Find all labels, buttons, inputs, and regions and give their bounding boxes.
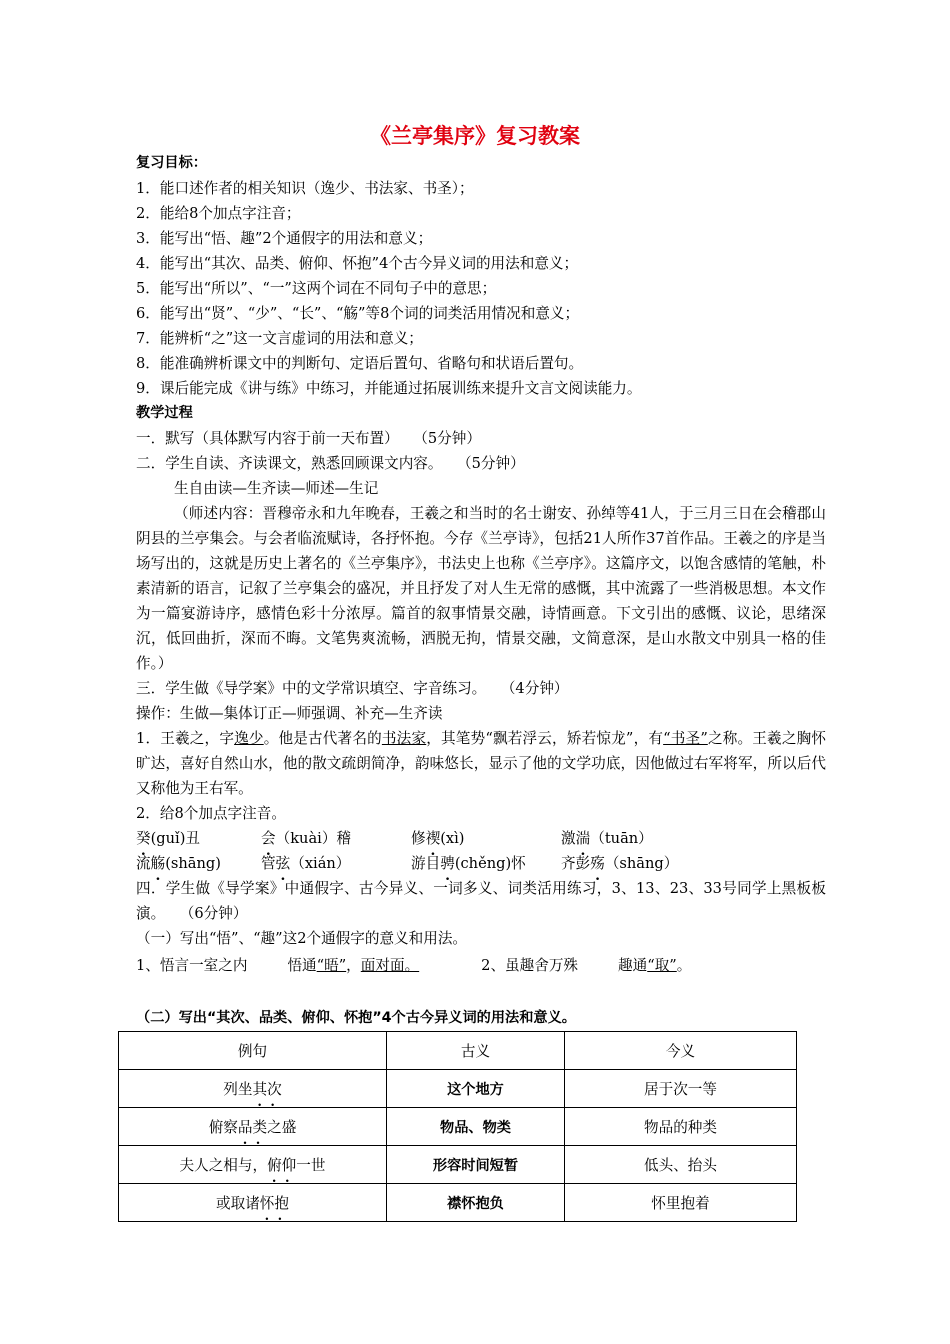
step-2-flow: 生自由读—生齐读—师述—生记 xyxy=(174,480,379,497)
table-row xyxy=(119,1108,797,1146)
pinyin-item xyxy=(136,851,261,876)
goal-item: 2．能给8个加点字注音； xyxy=(136,205,301,222)
pinyin-item xyxy=(411,826,561,851)
goal-item: 8．能准确辨析课文中的判断句、定语后置句、省略句和状语后置句。 xyxy=(136,355,584,372)
table-header-row xyxy=(119,1032,797,1070)
answer-courtesy-name: 逸少 xyxy=(234,730,264,747)
pinyin-pre: 齐彭 xyxy=(561,855,591,872)
example-sentence: 1、悟言一室之内 xyxy=(136,957,248,974)
pinyin-pre: 激 xyxy=(561,830,576,847)
example-sentence: 2、虽趣舍万殊 xyxy=(481,957,579,974)
pinyin-row-1 xyxy=(136,826,826,851)
dotted-char: 会 xyxy=(261,830,276,847)
document-body xyxy=(136,151,826,978)
pinyin-pre: 管 xyxy=(261,855,276,872)
dotted-char: 湍 xyxy=(575,830,591,847)
goal-item: 7．能辨析“之”这一文言虚词的用法和意义； xyxy=(136,330,423,347)
goal-item: 9．课后能完成《讲与练》中练习，并能通过拓展训练来提升文言文阅读能力。 xyxy=(136,380,642,397)
pinyin-post: （kuài）稽 xyxy=(275,830,352,847)
modern-meaning: 居于次一等 xyxy=(565,1070,797,1108)
example-cell xyxy=(119,1070,387,1108)
punctuation: ， xyxy=(346,957,361,974)
dotted-char: 癸 xyxy=(136,830,151,847)
q1-text: 之称。王羲之胸怀旷达，喜好自然山水，他的散文疏朗简净，韵味悠长，显示了他的文学功底，因他做过右军将军，所以后代又称他为王右军。 xyxy=(136,730,826,797)
example-post: 之盛 xyxy=(267,1119,297,1136)
tongjia-label: 趣通 xyxy=(618,957,648,974)
pinyin-post: （shāng） xyxy=(604,855,679,872)
pinyin-post: (guǐ)丑 xyxy=(150,830,200,847)
example-cell xyxy=(119,1108,387,1146)
example-pre: 夫人之相与， xyxy=(179,1157,268,1174)
answer-calligrapher: 书法家 xyxy=(381,730,427,747)
pinyin-post: （tuān） xyxy=(590,830,653,847)
ancient-meaning: 物品、物类 xyxy=(387,1108,565,1146)
sub-question-1: （一）写出“悟”、“趣”这2个通假字的意义和用法。 xyxy=(136,930,468,947)
sub-question-2: （二）写出“其次、品类、俯仰、怀抱”4个古今异义词的用法和意义。 xyxy=(136,1010,576,1026)
goals-heading: 复习目标： xyxy=(136,155,207,171)
tongjia-answer: “取” xyxy=(647,957,677,974)
dotted-word: 其次 . . xyxy=(253,1078,282,1099)
page-title: 《兰亭集序》复习教案 xyxy=(370,124,580,148)
punctuation: 。 xyxy=(676,957,692,974)
ancient-meaning: 这个地方 xyxy=(387,1070,565,1108)
column-header: 古义 xyxy=(387,1032,565,1070)
pinyin-post: （xián） xyxy=(290,855,351,872)
goal-item: 6．能写出“贤”、“少”、“长”、“觞”等8个词的词类活用情况和意义； xyxy=(136,305,580,322)
pinyin-pre: 修 xyxy=(411,830,426,847)
pinyin-item xyxy=(261,826,411,851)
pinyin-row-2 xyxy=(136,851,826,876)
pinyin-item xyxy=(561,826,701,851)
ancient-modern-table xyxy=(118,1031,796,1222)
step-4: 四．学生做《导学案》中通假字、古今异义、一词多义、词类活用练习，3、13、23、33号同学上黑板板演。 （6分钟） xyxy=(136,880,826,922)
example-pre: 列坐 xyxy=(223,1081,253,1098)
tongjia-line xyxy=(136,953,826,978)
goal-item: 1．能口述作者的相关知识（逸少、书法家、书圣）； xyxy=(136,180,474,197)
table-row xyxy=(119,1184,797,1222)
goal-item: 5．能写出“所以”、“一”这两个词在不同句子中的意思； xyxy=(136,280,497,297)
process-heading: 教学过程 xyxy=(136,405,193,421)
step-2: 二．学生自读、齐读课文，熟悉回顾课文内容。 （5分钟） xyxy=(136,455,525,472)
example-cell xyxy=(119,1184,387,1222)
pinyin-pre: 流 xyxy=(136,855,151,872)
pinyin-post: (chěng)怀 xyxy=(454,855,526,872)
pinyin-pre: 游目 xyxy=(411,855,441,872)
dotted-char: 骋 xyxy=(440,855,455,872)
goal-item: 3．能写出“悟、趣”2个通假字的用法和意义； xyxy=(136,230,433,247)
modern-meaning: 低头、抬头 xyxy=(565,1146,797,1184)
step-3-operation: 操作：生做—集体订正—师强调、补充—生齐读 xyxy=(136,705,443,722)
q1-text: 。他是古代著名的 xyxy=(263,730,382,747)
teacher-narration: （师述内容：晋穆帝永和九年晚春，王羲之和当时的名士谢安、孙绰等41人，于三月三日在会稽郡山阴县的兰亭集会。与会者临流赋诗，各抒怀抱。今存《兰亭诗》，包括21人所作37首作品。王羲之的序是当场写出的，这就是历史上著名的《兰亭集序》，书法史上也称《兰亭序》。这篇序文，以饱含感情的笔触，朴素清新的语言，记叙了兰亭集会的盛况，并且抒发了对人生无常的感慨，其中流露了一些消极思想。本文作为一篇宴游诗序，感情色彩十分浓厚。篇首的叙事情景交融，诗情画意。下文引出的感慨、议论，思绪深沉，低回曲折，深而不晦。文笔隽爽流畅，洒脱无拘，情景交融，文简意深，是山水散文中别具一格的佳作。） xyxy=(136,505,826,672)
pinyin-item xyxy=(136,826,261,851)
example-pre: 俯察 xyxy=(208,1119,238,1136)
column-header: 今义 xyxy=(565,1032,797,1070)
tongjia-meaning: 面对面。 xyxy=(360,957,420,974)
goal-item: 4．能写出“其次、品类、俯仰、怀抱”4个古今异义词的用法和意义； xyxy=(136,255,579,272)
dotted-word: 品类 . . xyxy=(238,1116,267,1137)
pinyin-post: (shāng) xyxy=(165,855,221,872)
question-2: 2．给8个加点字注音。 xyxy=(136,805,286,822)
dotted-char: 禊 xyxy=(425,830,441,847)
column-header: 例句 xyxy=(119,1032,387,1070)
dotted-char: 殇 xyxy=(590,855,605,872)
pinyin-post: (xì) xyxy=(440,830,465,847)
table-row xyxy=(119,1146,797,1184)
answer-sage-of-calligraphy: “书圣” xyxy=(663,730,708,747)
dotted-char: 觞 xyxy=(150,855,166,872)
tongjia-label: 悟通 xyxy=(287,957,317,974)
dotted-word: 怀抱 . . xyxy=(260,1192,289,1213)
pinyin-item xyxy=(261,851,411,876)
ancient-meaning: 形容时间短暂 xyxy=(387,1146,565,1184)
example-post: 一世 xyxy=(296,1157,326,1174)
ancient-meaning: 襟怀抱负 xyxy=(387,1184,565,1222)
q1-text: 1．王羲之，字 xyxy=(136,730,235,747)
modern-meaning: 怀里抱着 xyxy=(565,1184,797,1222)
example-pre: 或取诸 xyxy=(216,1195,260,1212)
example-cell xyxy=(119,1146,387,1184)
modern-meaning: 物品的种类 xyxy=(565,1108,797,1146)
q1-text: ，其笔势“飘若浮云，矫若惊龙”，有 xyxy=(426,730,664,747)
step-1: 一．默写（具体默写内容于前一天布置） （5分钟） xyxy=(136,430,481,447)
table-row xyxy=(119,1070,797,1108)
tongjia-answer: “晤” xyxy=(316,957,347,974)
step-3: 三．学生做《导学案》中的文学常识填空、字音练习。 （4分钟） xyxy=(136,680,569,697)
dotted-char: 弦 xyxy=(275,855,291,872)
dotted-word: 俯仰 . . xyxy=(267,1154,296,1175)
question-1 xyxy=(136,726,826,801)
